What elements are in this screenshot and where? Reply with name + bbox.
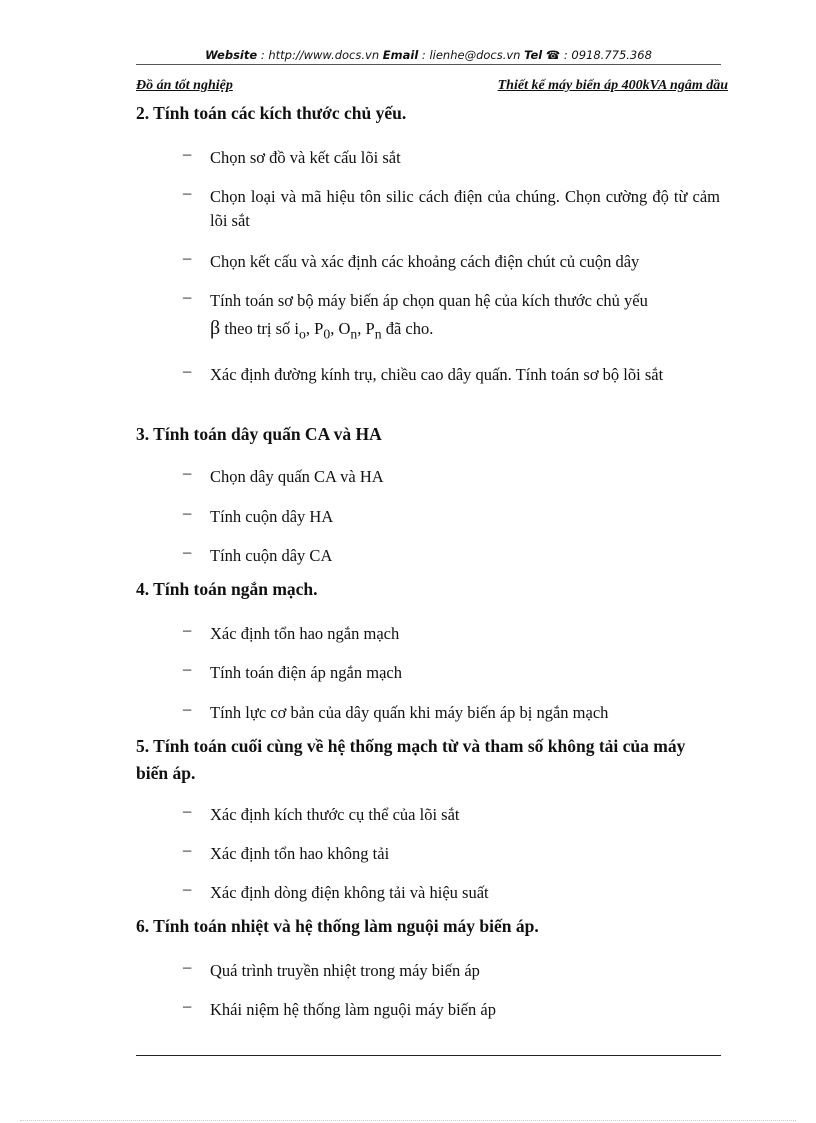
section-heading: 4. Tính toán ngắn mạch. — [136, 579, 318, 599]
list-item-text: Chọn kết cấu và xác định các khoảng cách điện chút củ cuộn dây — [210, 252, 640, 271]
email-address: : lienhe@docs.vn — [418, 48, 525, 62]
dash-bullet: – — [183, 620, 192, 639]
dash-bullet: – — [183, 361, 192, 380]
dash-bullet: – — [183, 248, 192, 267]
dash-bullet: – — [183, 463, 192, 482]
list-item-text: Xác định kích thước cụ thể của lõi sắt — [210, 805, 460, 824]
dash-bullet: – — [183, 503, 192, 522]
list-item-text: Tính toán điện áp ngắn mạch — [210, 663, 402, 682]
list-item — [183, 803, 723, 827]
list-item — [183, 505, 723, 529]
website-url: : http://www.docs.vn — [257, 48, 383, 62]
subscript: 0 — [323, 326, 331, 342]
list-item — [183, 998, 723, 1022]
list-item-text: Xác định dòng điện không tải và hiệu suất — [210, 883, 489, 902]
list-item-text: Xác định đường kính trụ, chiều cao dây quấn. Tính toán sơ bộ lõi sắt — [210, 365, 664, 384]
beta-line-text: , P — [305, 319, 324, 338]
list-item — [183, 185, 723, 233]
dash-bullet: – — [183, 840, 192, 859]
bottom-rule — [136, 1055, 721, 1056]
list-item-text: Xác định tổn hao không tải — [210, 844, 390, 863]
dash-bullet: – — [183, 996, 192, 1015]
tel-label: Tel — [524, 48, 543, 62]
beta-line-text: , O — [330, 319, 351, 338]
email-label: Email — [382, 48, 419, 62]
list-item-text: Tính toán sơ bộ máy biến áp chọn quan hệ của kích thước chủ yếu — [210, 291, 648, 310]
list-item-text: Quá trình truyền nhiệt trong máy biến áp — [210, 961, 480, 980]
subscript: n — [350, 326, 358, 342]
page-edge-divider — [20, 1120, 796, 1121]
beta-line-text: đã cho. — [381, 319, 434, 338]
running-header — [136, 78, 728, 94]
website-label: Website — [205, 48, 258, 62]
subscript: o — [299, 326, 306, 342]
top-rule — [136, 64, 721, 65]
list-item — [183, 661, 723, 685]
beta-line-text: theo trị số i — [220, 319, 300, 338]
header-right: Thiết kế máy biến áp 400kVA ngâm dầu — [497, 78, 728, 93]
list-item-text: Tính cuộn dây HA — [210, 507, 334, 526]
dash-bullet: – — [183, 957, 192, 976]
list-item-text: Tính lực cơ bản của dây quấn khi máy biến áp bị ngắn mạch — [210, 703, 609, 722]
dash-bullet: – — [183, 144, 192, 163]
website-contact-line — [136, 48, 721, 62]
list-item-text: Chọn dây quấn CA và HA — [210, 467, 384, 486]
list-item — [183, 959, 723, 983]
list-item — [183, 544, 723, 568]
list-item-text: Tính cuộn dây CA — [210, 546, 333, 565]
section-heading: 2. Tính toán các kích thước chủ yếu. — [136, 103, 407, 123]
dash-bullet: – — [183, 287, 192, 306]
list-item-text: Xác định tổn hao ngắn mạch — [210, 624, 400, 643]
list-item — [183, 881, 723, 905]
phone-icon: ☎ — [545, 48, 561, 62]
tel-number: : 0918.775.368 — [560, 48, 652, 62]
list-item — [183, 250, 723, 274]
dash-bullet: – — [183, 659, 192, 678]
list-item — [183, 289, 723, 345]
section-heading: 6. Tính toán nhiệt và hệ thống làm nguội máy biến áp. — [136, 916, 539, 936]
subscript: n — [374, 326, 382, 342]
list-item — [183, 146, 723, 170]
list-item — [183, 622, 723, 646]
beta-line-text: , P — [357, 319, 375, 338]
dash-bullet: – — [183, 542, 192, 561]
list-item-text: Chọn loại và mã hiệu tôn silic cách điện của chúng. Chọn cường độ từ cảm lõi sắt — [210, 187, 720, 230]
beta-line — [210, 316, 720, 346]
dash-bullet: – — [183, 183, 192, 202]
list-item — [183, 363, 723, 411]
beta-symbol: β — [210, 317, 221, 339]
list-item — [183, 465, 723, 489]
dash-bullet: – — [183, 801, 192, 820]
dash-bullet: – — [183, 879, 192, 898]
list-item-text: Khái niệm hệ thống làm nguội máy biến áp — [210, 1000, 496, 1019]
list-item — [183, 842, 723, 866]
section-heading: 5. Tính toán cuối cùng về hệ thống mạch từ và tham số không tải của máy biến áp. — [136, 736, 686, 783]
list-item-text: Chọn sơ đồ và kết cấu lõi sắt — [210, 148, 401, 167]
section-heading: 3. Tính toán dây quấn CA và HA — [136, 424, 382, 444]
header-left: Đồ án tốt nghiệp — [136, 78, 233, 93]
list-item — [183, 701, 723, 725]
dash-bullet: – — [183, 699, 192, 718]
